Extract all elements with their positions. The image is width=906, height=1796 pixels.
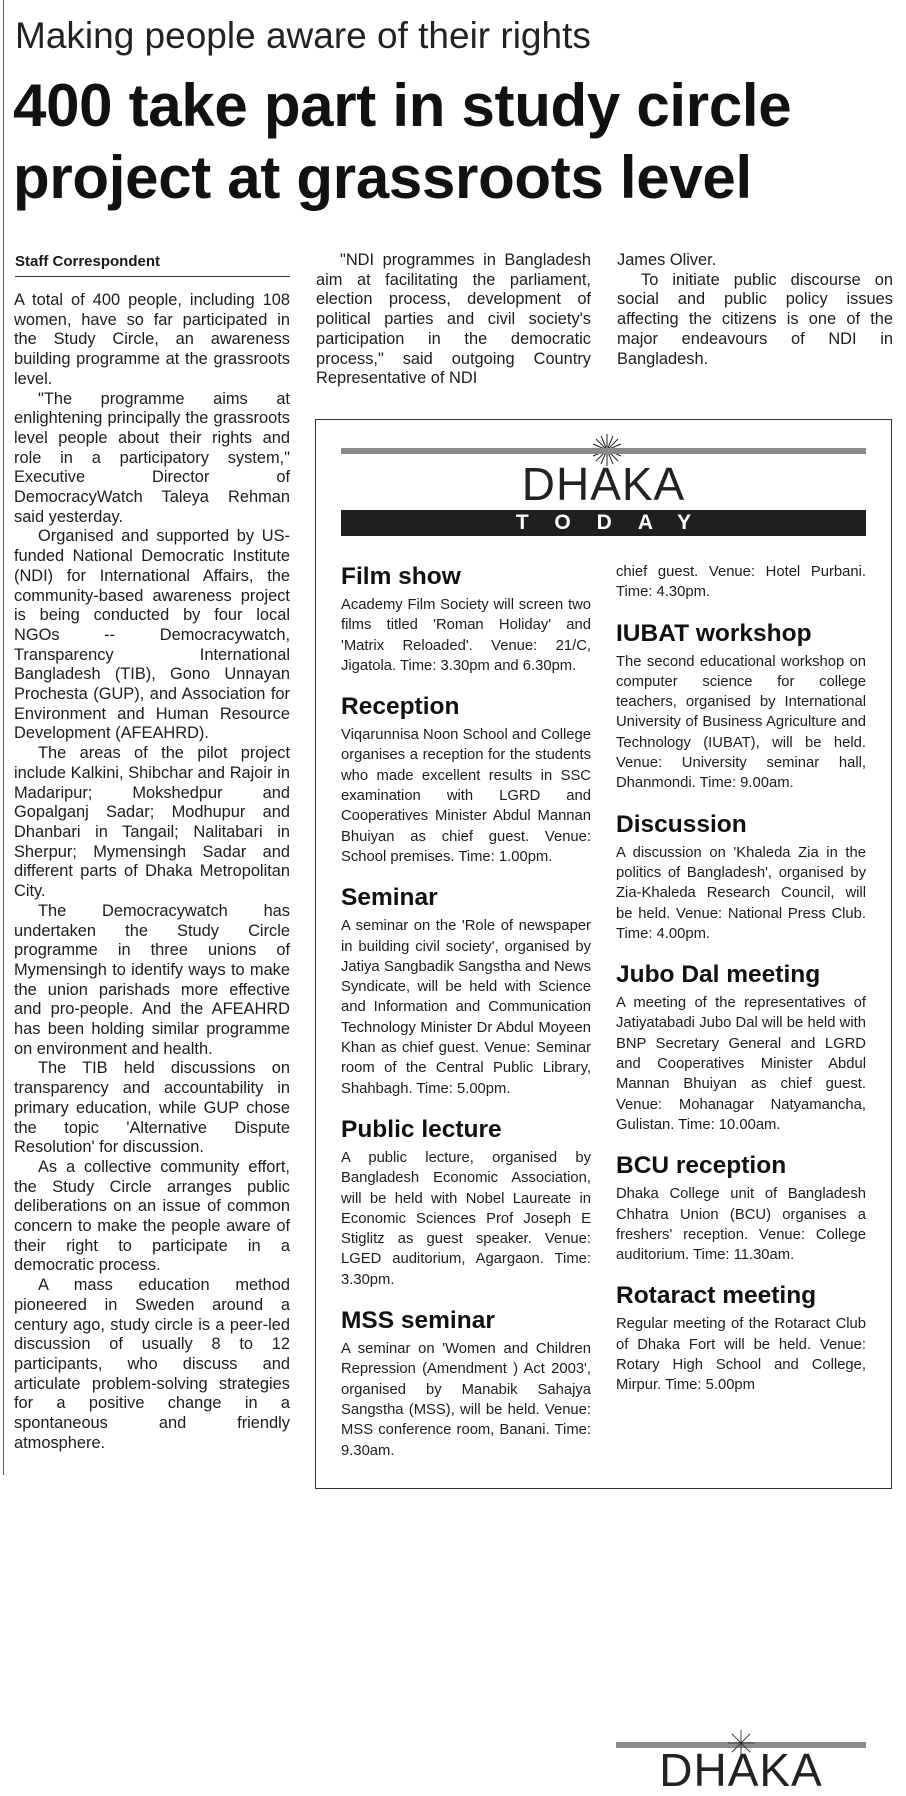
article-paragraph: A mass education method pioneered in Sweden around a century ago, study circle is a peer-led discussion of usually 8 to 12 participants, who discuss and articulate problem-solving strategies for a positive change in a spontaneous and friendly atmosphere. (14, 1276, 290, 1452)
event-text: chief guest. Venue: Hotel Purbani. Time: 4.30pm. (616, 564, 866, 601)
article-column-2 (316, 251, 591, 389)
event-item (341, 692, 591, 867)
dhaka-logo-repeat (616, 1746, 866, 1794)
article-paragraph: The areas of the pilot project include Kalkini, Shibchar and Rajoir in Madaripur; Mokshedpur and Gopalganj Sadar; Modhupur and Dhanbari in Tangail; Nalitabari in Sherpur; Mymensingh Sadar and different parts of Dhaka Metropolitan City. (14, 744, 290, 901)
event-title: BCU reception (616, 1152, 787, 1180)
event-text: A discussion on 'Khaleda Zia in the politics of Bangladesh', organised by Zia-Khaleda Research Council, will be held. Venue: National Press Club. Time: 4.00pm. (616, 844, 866, 942)
article-paragraph: A total of 400 people, including 108 women, have so far participated in the Study Circle, an awareness building programme at the grassroots level. (14, 291, 290, 388)
event-item (341, 1306, 591, 1461)
event-item (616, 810, 866, 944)
article-paragraph: To initiate public discourse on social and public policy issues affecting the citizens is one of the major endeavours of NDI in Bangladesh. (617, 270, 893, 368)
headline-line: project at grassroots level (13, 144, 752, 211)
event-item (341, 1115, 591, 1290)
event-title: Discussion (616, 810, 747, 838)
logo-rule (341, 448, 866, 454)
event-continuation (616, 562, 866, 603)
event-text: Regular meeting of the Rotaract Club of Dhaka Fort will be held. Venue: Rotary High School and College, Mirpur. Time: 5.00pm (616, 1316, 866, 1394)
event-title: IUBAT workshop (616, 619, 812, 647)
event-title: Reception (341, 693, 460, 721)
dhaka-logo (316, 460, 891, 508)
event-title: Rotaract meeting (616, 1282, 817, 1310)
event-text: Viqarunnisa Noon School and College organises a reception for the students who made excellent results in SSC examination with LGRD and Cooperatives Minister Abdul Mannan Bhuiyan as chief guest. Venue: School premises. Time: 1.00pm. (341, 727, 591, 865)
event-text: A public lecture, organised by Bangladesh Economic Association, will be held with Nobel Laureate in Economic Sciences Prof Joseph E Stiglitz as guest speaker. Venue: LGED auditorium, Agargaon. Time: 3.30pm. (341, 1149, 591, 1288)
article-paragraph: The Democracywatch has undertaken the Study Circle programme in three unions of Mymensingh to identify ways to make the union parishads more effective and pro-people. And the AFEAHRD has been holding similar programme on environment and health. (14, 901, 290, 1058)
event-item (341, 883, 591, 1099)
event-title: MSS seminar (341, 1307, 495, 1335)
dhaka-today-box (315, 419, 892, 1796)
event-item (616, 1151, 866, 1265)
event-item (616, 619, 866, 794)
event-text: Dhaka College unit of Bangladesh Chhatra Union (BCU) organises a freshers' reception. Venue: College auditorium. Time: 11.30am. (616, 1186, 866, 1264)
event-text: A seminar on 'Women and Children Repression (Amendment ) Act 2003', organised by Manabik Sahajya Sangstha (MSS), will be held. Venue: MSS conference room, Banani. Time: 9.30am. (341, 1341, 591, 1459)
event-item (616, 1281, 866, 1395)
event-title: Seminar (341, 884, 438, 912)
kicker: Making people aware of their rights (15, 15, 591, 56)
article-paragraph: "The programme aims at enlightening principally the grassroots level people about their rights and role in a participatory system," Executive Director of DemocracyWatch Taleya Rehman said yesterday. (14, 389, 290, 526)
events-left-column (341, 562, 591, 1477)
article-column-3 (617, 251, 893, 369)
event-title: Film show (341, 563, 461, 590)
events-right-column (616, 562, 866, 1412)
headline (13, 70, 791, 214)
byline (15, 253, 290, 277)
event-item (341, 562, 591, 676)
dhaka-logo-text: DHAKA (521, 458, 686, 510)
dhaka-logo-text: DHAKA (659, 1744, 823, 1796)
column-rule (3, 0, 4, 1475)
event-text: The second educational workshop on computer science for college teachers, organised by International University of Business Agriculture and Technology (IUBAT), will be held. Venue: University seminar hall, Dhanmondi. Time: 9.00am. (616, 653, 866, 792)
article-paragraph: "NDI programmes in Bangladesh aim at facilitating the parliament, election process, development of political parties and civil society's participation in the democratic process," said outgoing Country Representative of NDI (316, 251, 591, 388)
event-text: A meeting of the representatives of Jatiyatabadi Jubo Dal will be held with BNP Secretary General and LGRD and Cooperatives Minister Abdul Mannan Bhuiyan as chief guest. Venue: Mohanagar Natyamancha, Gulistan. Time: 10.00am. (616, 995, 866, 1133)
event-text: Academy Film Society will screen two films titled 'Roman Holiday' and 'Matrix Reloaded'. Venue: 21/C, Jigatola. Time: 3.30pm and 6.30pm. (341, 597, 591, 674)
article-paragraph: James Oliver. (617, 251, 717, 269)
byline-text: Staff Correspondent (15, 253, 161, 270)
event-title: Jubo Dal meeting (616, 961, 821, 989)
event-title: Public lecture (341, 1115, 502, 1143)
headline-line: 400 take part in study circle (13, 72, 792, 139)
event-text: A seminar on the 'Role of newspaper in building civil society', organised by Jatiya Sangbadik Sangstha and News Syndicate, will be held with Science and Information and Communication Technology Minister Dr Abdul Moyeen Khan as chief guest. Venue: Seminar room of the Central Public Library, Shahbagh. Time: 5.00pm. (341, 918, 591, 1097)
article-paragraph: Organised and supported by US-funded National Democratic Institute (NDI) for International Affairs, the community-based awareness project is being conducted by four local NGOs -- Democracywatch, Transparency International Bangladesh (TIB), Gono Unnayan Prochesta (GUP), and Association for Environment and Human Resource Development (AFEAHRD). (14, 527, 290, 743)
article-paragraph: The TIB held discussions on transparency and accountability in primary education, while GUP chose the topic 'Alternative Dispute Resolution' for discussion. (14, 1059, 290, 1157)
today-bar (341, 510, 866, 536)
article-column-1 (14, 291, 290, 1453)
article-paragraph: As a collective community effort, the Study Circle arranges public deliberations on an issue of common concern to make the people aware of their right to participate in a democratic process. (14, 1157, 290, 1275)
today-bar-label: TODAY (515, 511, 718, 534)
event-item (616, 960, 866, 1135)
